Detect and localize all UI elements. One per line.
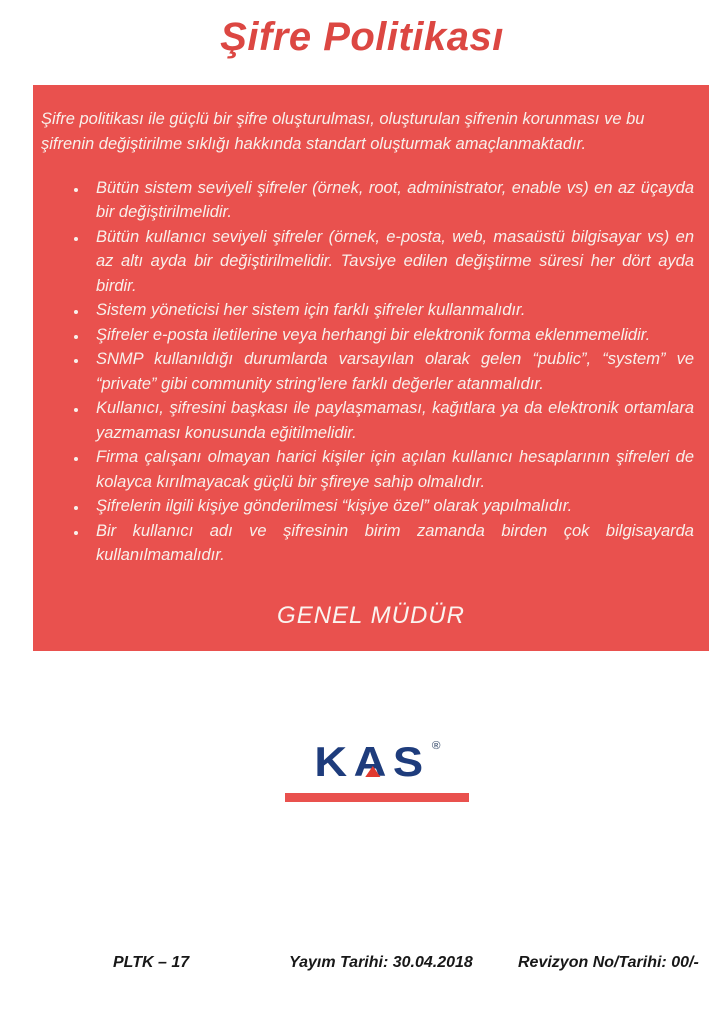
policy-bullet-list (41, 176, 701, 568)
policy-bullet: • Şifreler e-posta iletilerine veya herhangi bir elektronik forma eklenmemelidir. (88, 323, 694, 348)
logo-underline-bar (285, 793, 469, 802)
policy-bullet: • Bütün kullanıcı seviyeli şifreler (örnek, e-posta, web, masaüstü bilgisayar vs) en az altı ayda bir değiştirilmelidir. Tavsiye edilen değiştirme süresi her dört ayda birdir. (88, 225, 694, 299)
policy-intro-paragraph: Şifre politikası ile güçlü bir şifre oluşturulması, oluşturulan şifrenin korunması ve bu şifrenin değiştirilme sıklığı hakkında standart oluşturmak amaçlanmaktadır. (41, 110, 645, 153)
policy-red-box (33, 85, 709, 651)
footer-doc-code: PLTK – 17 (113, 954, 190, 971)
kas-logo-letter-a: A (353, 738, 393, 785)
kas-logo-letter-a-wrap (353, 738, 392, 786)
kas-logo-letter-s: S (392, 738, 430, 785)
policy-bullet: • SNMP kullanıldığı durumlarda varsayılan olarak gelen “public”, “system” ve “private” gibi community string’lere farklı değerler atanmalıdır. (88, 347, 694, 396)
footer-revision: Revizyon No/Tarihi: 00/- (518, 954, 699, 971)
policy-bullet: • Bir kullanıcı adı ve şifresinin birim zamanda birden çok bilgisayarda kullanılmamalıdır. (88, 519, 694, 568)
registered-trademark-icon: ® (431, 740, 441, 752)
policy-bullet: • Kullanıcı, şifresini başkası ile paylaşmaması, kağıtlara ya da elektronik ortamlara yazmaması konusunda eğitilmelidir. (88, 396, 694, 445)
signature-title: GENEL MÜDÜR (277, 601, 465, 629)
footer-publish-date: Yayım Tarihi: 30.04.2018 (289, 954, 473, 971)
company-logo-block (30, 738, 724, 802)
policy-bullet: • Sistem yöneticisi her sistem için farklı şifreler kullanmalıdır. (88, 298, 694, 323)
kas-logo (314, 738, 440, 786)
document-footer (0, 952, 724, 976)
kas-logo-letter-k: K (313, 738, 354, 785)
policy-bullet: • Firma çalışanı olmayan harici kişiler için açılan kullanıcı hesaplarının şifreleri de kolayca kırılmayacak güçlü bir şfireye sahip olmalıdır. (88, 445, 694, 494)
policy-bullet: • Şifrelerin ilgili kişiye gönderilmesi “kişiye özel” olarak yapılmalıdır. (88, 494, 694, 519)
policy-bullet: • Bütün sistem seviyeli şifreler (örnek, root, administrator, enable vs) en az üçayda bir değiştirilmelidir. (88, 176, 694, 225)
logo-triangle-icon (364, 766, 379, 777)
page-title: Şifre Politikası (220, 15, 504, 59)
